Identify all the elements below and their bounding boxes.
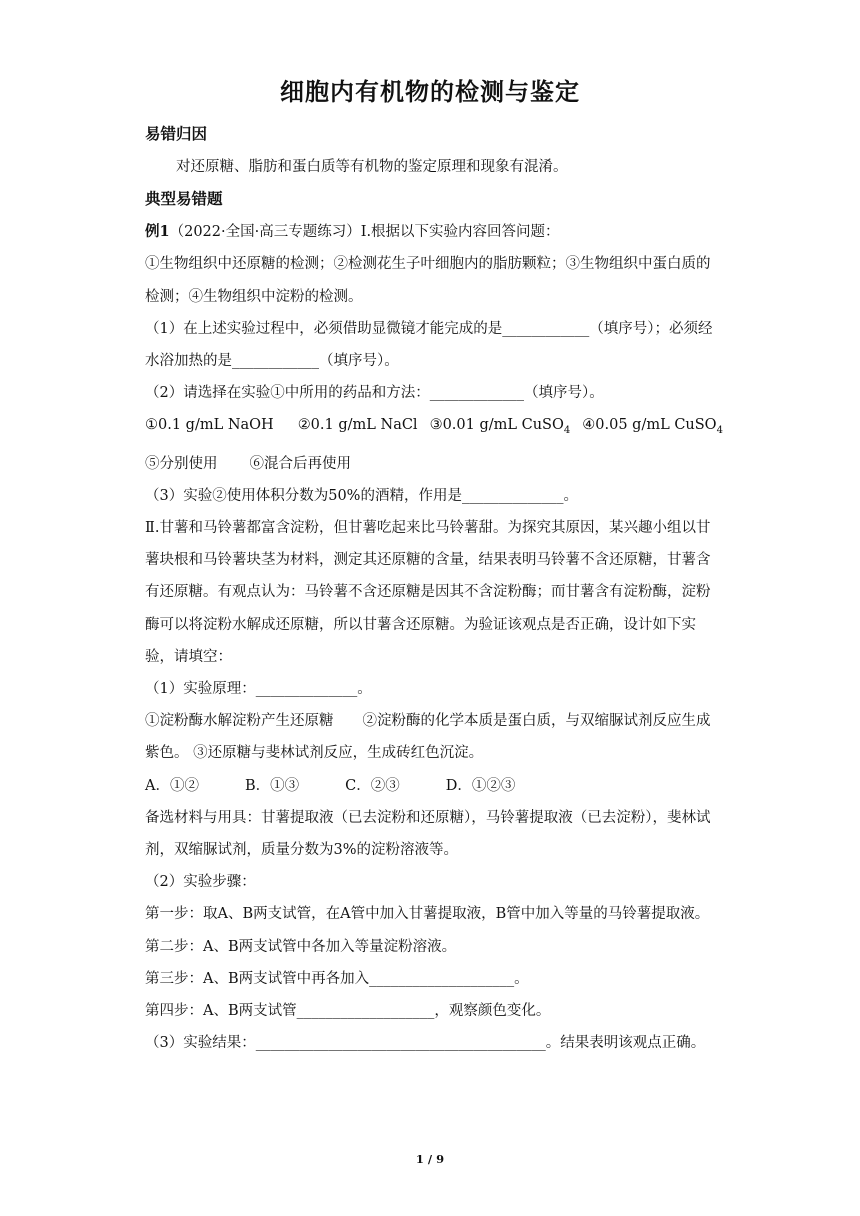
page-number: 1 / 9 xyxy=(415,1152,445,1166)
error-cause-text: 对还原糖、脂肪和蛋白质等有机物的鉴定原理和现象有混淆。 xyxy=(176,159,568,175)
principle-question: （1）实验原理：______________。 xyxy=(145,680,372,697)
result-question: （3）实验结果：________________________________________。结果表明该观点正确。 xyxy=(145,1035,706,1052)
choice-a: A．①② xyxy=(145,777,199,794)
reagent-options xyxy=(145,409,723,447)
method-option-5: ⑤分别使用 xyxy=(145,455,218,472)
reagent-option-3: ③0.01 g/mL CuSO$_4$ xyxy=(429,417,571,437)
materials-text: 备选材料与用具：甘薯提取液（已去淀粉和还原糖），马铃薯提取液（已去淀粉），斐林试剂，双缩脲试剂，质量分数为3%的淀粉溶液等。 xyxy=(145,809,711,858)
example-label: 例1 xyxy=(145,223,170,241)
choice-options xyxy=(145,770,720,802)
steps-heading: （2）实验步骤： xyxy=(145,874,256,891)
part-i-prompt: Ⅰ.根据以下实验内容回答问题： xyxy=(360,224,560,241)
section-heading-error-cause: 易错归因 xyxy=(145,125,208,143)
step-4: 第四步：A、B两支试管___________________，观察颜色变化。 xyxy=(145,1002,551,1019)
question-3: （3）实验②使用体积分数为50%的酒精，作用是______________。 xyxy=(145,487,578,504)
choice-d: D．①②③ xyxy=(445,777,516,794)
question-1: （1）在上述实验过程中，必须借助显微镜才能完成的是____________（填序号）；必须经水浴加热的是____________（填序号）。 xyxy=(145,320,713,370)
part-ii-text: Ⅱ.甘薯和马铃薯都富含淀粉，但甘薯吃起来比马铃薯甜。为探究其原因，某兴趣小组以甘薯块根和马铃薯块茎为材料，测定其还原糖的含量，结果表明马铃薯不含还原糖，甘薯含有还原糖。有观点认为：马铃薯不含还原糖是因其不含淀粉酶；而甘薯含有淀粉酶，淀粉酶可以将淀粉水解成还原糖，所以甘薯含还原糖。为验证该观点是否正确，设计如下实验，请填空： xyxy=(145,519,711,665)
document-body xyxy=(145,118,723,1059)
step-1: 第一步：取A、B两支试管，在A管中加入甘薯提取液，B管中加入等量的马铃薯提取液。 xyxy=(145,906,710,923)
section-heading-typical-errors: 典型易错题 xyxy=(145,190,223,209)
reagent-option-4: ④0.05 g/mL CuSO$_4$ xyxy=(582,417,723,437)
principle-options: ①淀粉酶水解淀粉产生还原糖 ②淀粉酶的化学本质是蛋白质，与双缩脲试剂反应生成紫色。 ③还原糖与斐林试剂反应，生成砖红色沉淀。 xyxy=(145,713,711,762)
choice-c: C．②③ xyxy=(345,777,400,794)
example-source: （2022·全国·高三专题练习） xyxy=(169,224,361,241)
method-option-6: ⑥混合后再使用 xyxy=(249,455,351,472)
reagent-option-1: ①0.1 g/mL NaOH xyxy=(145,417,274,434)
choice-b: B．①③ xyxy=(244,777,300,794)
example-header xyxy=(145,216,720,248)
page-title: 细胞内有机物的检测与鉴定 xyxy=(280,78,580,106)
method-options xyxy=(145,448,720,480)
question-2: （2）请选择在实验①中所用的药品和方法：_____________（填序号）。 xyxy=(145,385,604,402)
reagent-option-2: ②0.1 g/mL NaCl xyxy=(297,417,418,434)
step-2: 第二步：A、B两支试管中各加入等量淀粉溶液。 xyxy=(145,938,457,955)
experiment-items: ①生物组织中还原糖的检测；②检测花生子叶细胞内的脂肪颗粒；③生物组织中蛋白质的检测；④生物组织中淀粉的检测。 xyxy=(145,256,711,305)
step-3: 第三步：A、B两支试管中再各加入____________________。 xyxy=(145,970,529,987)
